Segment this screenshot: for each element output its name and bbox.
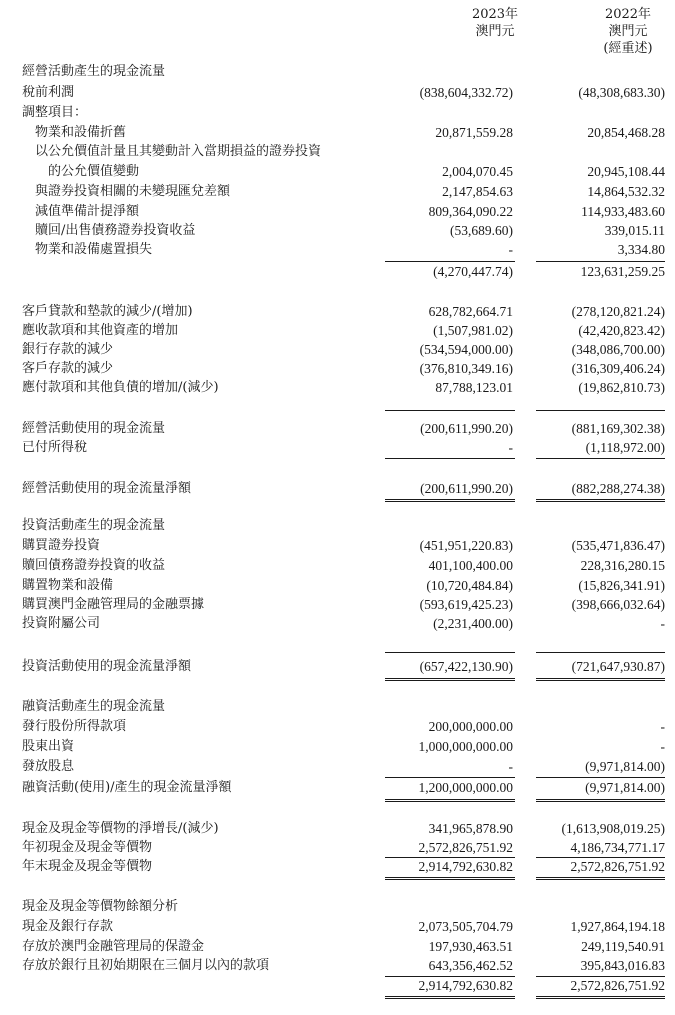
double-rule [385, 996, 515, 999]
rule [385, 652, 515, 653]
rule [536, 458, 665, 459]
table-row: 稅前利潤 (838,604,332.72) (48,308,683.30) [22, 85, 665, 100]
table-row: 物業和設備處置損失 - 3,334.80 [35, 242, 665, 257]
table-row: 與證券投資相關的未變現匯兌差額 2,147,854.63 14,864,532.32 [35, 184, 665, 199]
table-row: 經營活動使用的現金流量淨額 (200,611,990.20) (882,288,274.38) [22, 481, 665, 496]
table-row: 購置物業和設備 (10,720,484.84) (15,826,341.91) [22, 578, 665, 593]
table-row: 股東出資 1,000,000,000.00 - [22, 739, 665, 754]
table-row: 贖回債務證券投資的收益 401,100,400.00 228,316,280.15 [22, 558, 665, 573]
table-row: 購買澳門金融管理局的金融票據 (593,619,425.23) (398,666,032.64) [22, 597, 665, 612]
header-2022 [588, 6, 668, 57]
section-title-operating: 經營活動產生的現金流量 [22, 64, 166, 79]
currency-2022: 澳門元 [608, 24, 648, 39]
section-title-financing: 融資活動產生的現金流量 [22, 699, 166, 714]
header-2023 [455, 6, 535, 40]
double-rule [536, 678, 665, 681]
total-row: 年末現金及現金等價物 2,914,792,630.82 2,572,826,751.92 [22, 859, 665, 874]
restated-note: (經重述) [603, 41, 653, 56]
table-row: 減值準備計提淨額 809,364,090.22 114,933,483.60 [35, 204, 665, 219]
double-rule [536, 877, 665, 880]
subtotal-row: (4,270,447.74) 123,631,259.25 [433, 264, 665, 279]
table-row: 應付款項和其他負債的增加/(減少) 87,788,123.01 (19,862,810.73) [22, 380, 665, 395]
double-rule [385, 678, 515, 681]
table-row: 投資活動使用的現金流量淨額 (657,422,130.90) (721,647,930.87) [22, 659, 665, 674]
table-row: 贖回/出售債務證券投資收益 (53,689.60) 339,015.11 [35, 223, 665, 238]
year-2023: 2023年 [471, 7, 519, 22]
table-row: 現金及現金等價物的淨增長/(減少) 341,965,878.90 (1,613,908,019.25) [22, 821, 665, 836]
table-row: 融資活動(使用)/產生的現金流量淨額 1,200,000,000.00 (9,971,814.00) [22, 780, 665, 795]
table-row: 物業和設備折舊 20,871,559.28 20,854,468.28 [35, 125, 665, 140]
table-row: 調整項目： [22, 105, 88, 120]
table-row: 銀行存款的減少 (534,594,000.00) (348,086,700.00) [22, 342, 665, 357]
double-rule [536, 499, 665, 502]
double-rule [385, 499, 515, 502]
table-row: 存放於銀行且初始期限在三個月以內的款項 643,356,462.52 395,843,016.83 [22, 958, 665, 973]
rule [385, 410, 515, 411]
table-row: 以公允價值計量且其變動計入當期損益的證券投資 [35, 144, 322, 159]
table-row: 投資附屬公司 (2,231,400.00) - [22, 616, 665, 631]
rule [385, 458, 515, 459]
table-row: 年初現金及現金等價物 2,572,826,751.92 4,186,734,771.17 [22, 840, 665, 855]
table-row: 已付所得稅 - (1,118,972.00) [22, 440, 665, 455]
table-row: 存放於澳門金融管理局的保證金 197,930,463.51 249,119,540.91 [22, 939, 665, 954]
double-rule [385, 877, 515, 880]
double-rule [536, 996, 665, 999]
total-row: 2,914,792,630.82 2,572,826,751.92 [418, 978, 665, 993]
table-row: 現金及銀行存款 2,073,505,704.79 1,927,864,194.18 [22, 919, 665, 934]
double-rule [536, 799, 665, 802]
section-title-investing: 投資活動產生的現金流量 [22, 518, 166, 533]
rule [536, 410, 665, 411]
table-row: 發放股息 - (9,971,814.00) [22, 759, 665, 774]
year-2022: 2022年 [604, 7, 652, 22]
table-row: 客戶存款的減少 (376,810,349.16) (316,309,406.24) [22, 361, 665, 376]
table-row: 經營活動使用的現金流量 (200,611,990.20) (881,169,302.38) [22, 421, 665, 436]
currency-2023: 澳門元 [475, 24, 515, 39]
table-row: 應收款項和其他資產的增加 (1,507,981.02) (42,420,823.42) [22, 323, 665, 338]
double-rule [385, 799, 515, 802]
rule [536, 652, 665, 653]
section-title-analysis: 現金及現金等價物餘額分析 [22, 899, 179, 914]
table-row: 購買證券投資 (451,951,220.83) (535,471,836.47) [22, 538, 665, 553]
table-row: 客戶貸款和墊款的減少/(增加) 628,782,664.71 (278,120,821.24) [22, 304, 665, 319]
table-row: 的公允價值變動 2,004,070.45 20,945,108.44 [48, 164, 665, 179]
table-row: 發行股份所得款項 200,000,000.00 - [22, 719, 665, 734]
